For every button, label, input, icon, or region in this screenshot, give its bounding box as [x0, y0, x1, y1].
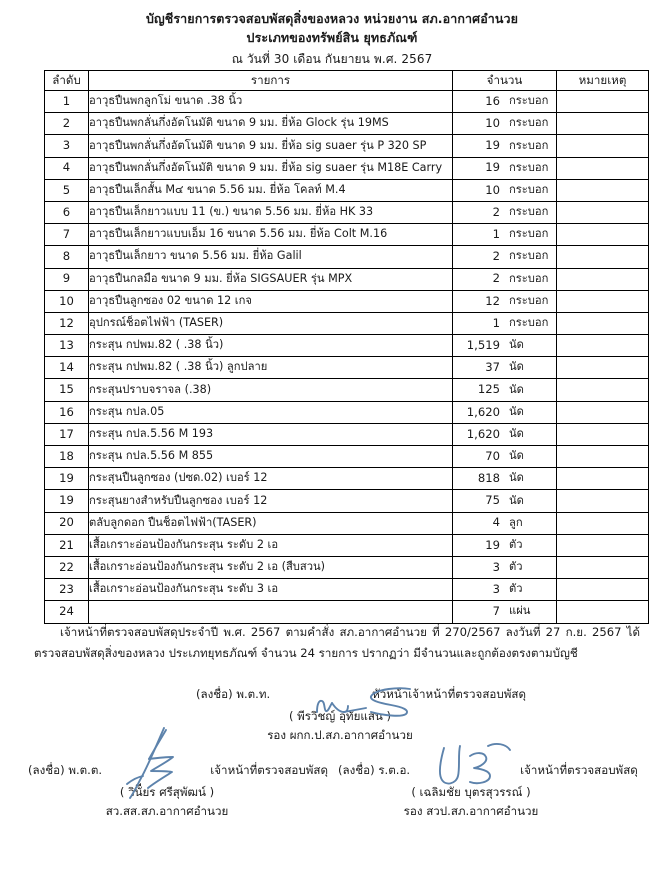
- table-row: [45, 556, 649, 578]
- row-number: 17: [45, 423, 89, 445]
- row-quantity-value: 818: [477, 471, 500, 486]
- row-number: 5: [45, 179, 89, 201]
- row-quantity-cell: [453, 534, 557, 556]
- row-quantity-unit: นัด: [509, 404, 524, 418]
- quantity-inner: [453, 383, 556, 396]
- row-quantity-cell: [453, 268, 557, 290]
- table-row: [45, 246, 649, 268]
- row-number: 14: [45, 357, 89, 379]
- row-number: 24: [45, 601, 89, 623]
- row-note: [557, 113, 649, 135]
- row-note: [557, 556, 649, 578]
- document-date: ณ วันที่ 30 เดือน กันยายน พ.ศ. 2567: [231, 52, 433, 66]
- row-quantity-unit: กระบอก: [509, 316, 549, 330]
- row-quantity-value: 19: [485, 537, 500, 552]
- row-note: [557, 401, 649, 423]
- row-quantity-unit: กระบอก: [509, 227, 549, 241]
- quantity-inner: [453, 95, 556, 108]
- footer-paragraph-line-2: ตรวจสอบพัสดุสิ่งของหลวง ประเภทยุทธภัณฑ์ จำนวน 24 รายการ ปรากฏว่า มีจำนวนและถูกต้องตรงตามบัญชี: [34, 646, 578, 660]
- signature-block-inspector-two: [338, 762, 648, 821]
- row-quantity-unit: นัด: [509, 471, 524, 485]
- row-quantity-unit: นัด: [509, 493, 524, 507]
- row-quantity-value: 19: [485, 138, 500, 153]
- row-note: [557, 224, 649, 246]
- row-quantity-value: 1: [492, 315, 500, 330]
- row-item-description: อาวุธปืนกลมือ ขนาด 9 มม. ยี่ห้อ SIGSAUER รุ่น MPX: [89, 268, 453, 290]
- row-number: 3: [45, 135, 89, 157]
- row-number: 21: [45, 534, 89, 556]
- table-row: [45, 113, 649, 135]
- footer-paragraph-line-1: เจ้าหน้าที่ตรวจสอบพัสดุประจำปี พ.ศ. 2567 ตามคำสั่ง สภ.อากาศอำนวย ที่ 270/2567 ลงวันที่ 27 ก.ย. 2567 ได้: [60, 625, 640, 639]
- row-item-description: อาวุธปืนพกลั่นกึ่งอัตโนมัติ ขนาด 9 มม. ยี่ห้อ Glock รุ่น 19MS: [89, 113, 453, 135]
- row-quantity-value: 2: [492, 249, 500, 264]
- quantity-inner: [453, 339, 556, 352]
- inventory-table: [44, 70, 649, 624]
- row-quantity-unit: กระบอก: [509, 271, 549, 285]
- row-note: [557, 490, 649, 512]
- signature-line: [196, 686, 526, 704]
- row-number: 10: [45, 290, 89, 312]
- row-number: 18: [45, 446, 89, 468]
- signature-position: สว.สส.สภ.อากาศอำนวย: [105, 804, 229, 818]
- row-quantity-unit: นัด: [509, 360, 524, 374]
- row-item-description: เสื้อเกราะอ่อนป้องกันกระสุน ระดับ 3 เอ: [89, 579, 453, 601]
- signature-block-chief-inspector: [196, 686, 526, 745]
- row-quantity-cell: [453, 556, 557, 578]
- row-item-description: อาวุธปืนลูกซอง 02 ขนาด 12 เกจ: [89, 290, 453, 312]
- table-row: [45, 224, 649, 246]
- row-quantity-cell: [453, 312, 557, 334]
- row-quantity-value: 1,620: [466, 426, 500, 441]
- signature-name-wrapper: [242, 706, 438, 745]
- row-quantity-value: 1: [492, 227, 500, 242]
- row-number: 8: [45, 246, 89, 268]
- row-quantity-value: 1,620: [466, 404, 500, 419]
- row-item-description: อาวุธปืนเล็กสั้น M๔ ขนาด 5.56 มม. ยี่ห้อ โคลท์ M.4: [89, 179, 453, 201]
- row-number: 7: [45, 224, 89, 246]
- row-note: [557, 179, 649, 201]
- row-note: [557, 423, 649, 445]
- row-quantity-unit: กระบอก: [509, 249, 549, 263]
- row-note: [557, 379, 649, 401]
- row-quantity-cell: [453, 91, 557, 113]
- row-note: [557, 201, 649, 223]
- table-row: [45, 401, 649, 423]
- quantity-inner: [453, 206, 556, 219]
- quantity-inner: [453, 428, 556, 441]
- row-number: 1: [45, 91, 89, 113]
- row-number: 12: [45, 312, 89, 334]
- row-note: [557, 446, 649, 468]
- signature-line: [28, 762, 328, 780]
- quantity-inner: [453, 361, 556, 374]
- row-quantity-unit: กระบอก: [509, 205, 549, 219]
- row-quantity-value: 10: [485, 116, 500, 131]
- row-quantity-cell: [453, 201, 557, 223]
- row-quantity-unit: กระบอก: [509, 94, 549, 108]
- row-item-description: กระสุนปราบจราจล (.38): [89, 379, 453, 401]
- table-row: [45, 579, 649, 601]
- row-note: [557, 579, 649, 601]
- row-quantity-value: 37: [485, 360, 500, 375]
- row-quantity-unit: กระบอก: [509, 138, 549, 152]
- row-item-description: กระสุน กปพม.82 ( .38 นิ้ว) ลูกปลาย: [89, 357, 453, 379]
- table-header-row: [45, 71, 649, 91]
- row-quantity-value: 16: [485, 93, 500, 108]
- row-number: 9: [45, 268, 89, 290]
- table-row: [45, 91, 649, 113]
- row-quantity-unit: กระบอก: [509, 182, 549, 196]
- row-quantity-cell: [453, 113, 557, 135]
- row-quantity-cell: [453, 246, 557, 268]
- row-quantity-cell: [453, 490, 557, 512]
- row-quantity-unit: นัด: [509, 338, 524, 352]
- table-row: [45, 468, 649, 490]
- table-header: [45, 71, 649, 91]
- row-item-description: [89, 601, 453, 623]
- row-quantity-unit: ลูก: [509, 515, 523, 529]
- document-header: [0, 0, 664, 69]
- table-row: [45, 357, 649, 379]
- row-note: [557, 335, 649, 357]
- quantity-inner: [453, 494, 556, 507]
- table-row: [45, 490, 649, 512]
- quantity-inner: [453, 539, 556, 552]
- row-quantity-value: 125: [477, 382, 500, 397]
- row-quantity-unit: แผ่น: [509, 604, 531, 618]
- row-note: [557, 91, 649, 113]
- row-number: 2: [45, 113, 89, 135]
- table-row: [45, 312, 649, 334]
- row-number: 6: [45, 201, 89, 223]
- table-row: [45, 423, 649, 445]
- row-quantity-cell: [453, 601, 557, 623]
- table-row: [45, 290, 649, 312]
- quantity-inner: [453, 317, 556, 330]
- column-header-note: หมายเหตุ: [557, 71, 649, 91]
- quantity-inner: [453, 272, 556, 285]
- row-item-description: อาวุธปืนเล็กยาว ขนาด 5.56 มม. ยี่ห้อ Galil: [89, 246, 453, 268]
- row-note: [557, 135, 649, 157]
- row-quantity-unit: กระบอก: [509, 160, 549, 174]
- row-item-description: กระสุน กปล.5.56 M 855: [89, 446, 453, 468]
- row-quantity-unit: นัด: [509, 382, 524, 396]
- quantity-inner: [453, 406, 556, 419]
- row-quantity-cell: [453, 379, 557, 401]
- row-quantity-value: 75: [485, 493, 500, 508]
- row-item-description: กระสุนปืนลูกซอง (ปซด.02) เบอร์ 12: [89, 468, 453, 490]
- row-number: 19: [45, 490, 89, 512]
- row-note: [557, 534, 649, 556]
- row-note: [557, 290, 649, 312]
- row-number: 19: [45, 468, 89, 490]
- row-quantity-cell: [453, 357, 557, 379]
- row-quantity-value: 1,519: [466, 337, 500, 352]
- quantity-inner: [453, 184, 556, 197]
- quantity-inner: [453, 117, 556, 130]
- quantity-inner: [453, 605, 556, 618]
- row-item-description: อาวุธปืนเล็กยาวแบบเอ็ม 16 ขนาด 5.56 มม. ยี่ห้อ Colt M.16: [89, 224, 453, 246]
- row-note: [557, 468, 649, 490]
- row-quantity-unit: นัด: [509, 449, 524, 463]
- row-item-description: อาวุธปืนเล็กยาวแบบ 11 (ข.) ขนาด 5.56 มม. ยี่ห้อ HK 33: [89, 201, 453, 223]
- column-header-qty: จำนวน: [453, 71, 557, 91]
- table-row: [45, 268, 649, 290]
- signature-prefix: (ลงชื่อ) พ.ต.ท.: [196, 687, 271, 701]
- row-quantity-value: 3: [492, 559, 500, 574]
- row-item-description: กระสุนยางสำหรับปืนลูกซอง เบอร์ 12: [89, 490, 453, 512]
- row-item-description: กระสุน กปล.5.56 M 193: [89, 423, 453, 445]
- table-row: [45, 179, 649, 201]
- row-quantity-unit: ตัว: [509, 582, 523, 596]
- row-quantity-unit: นัด: [509, 426, 524, 440]
- signature-name-wrapper: [366, 782, 576, 821]
- quantity-inner: [453, 295, 556, 308]
- table-row: [45, 512, 649, 534]
- table-row: [45, 201, 649, 223]
- row-quantity-value: 70: [485, 448, 500, 463]
- table-body: [45, 91, 649, 624]
- quantity-inner: [453, 472, 556, 485]
- row-quantity-cell: [453, 335, 557, 357]
- quantity-inner: [453, 139, 556, 152]
- row-quantity-value: 19: [485, 160, 500, 175]
- column-header-no: ลำดับ: [45, 71, 89, 91]
- column-header-item: รายการ: [89, 71, 453, 91]
- quantity-inner: [453, 516, 556, 529]
- signature-name: ( พีรวิชญ์ อุทัยแสน ): [288, 709, 392, 723]
- row-note: [557, 268, 649, 290]
- row-item-description: กระสุน กปพม.82 ( .38 นิ้ว): [89, 335, 453, 357]
- table-row: [45, 379, 649, 401]
- row-note: [557, 512, 649, 534]
- signature-name-wrapper: [62, 782, 272, 821]
- page-subtitle: ประเภทของทรัพย์สิน ยุทธภัณฑ์: [246, 30, 418, 45]
- row-item-description: ตลับลูกดอก ปืนช็อตไฟฟ้า(TASER): [89, 512, 453, 534]
- signature-prefix: (ลงชื่อ) พ.ต.ต.: [28, 763, 103, 777]
- row-number: 4: [45, 157, 89, 179]
- row-quantity-value: 2: [492, 204, 500, 219]
- signature-role: หัวหน้าเจ้าหน้าที่ตรวจสอบพัสดุ: [372, 687, 526, 701]
- row-note: [557, 357, 649, 379]
- row-note: [557, 246, 649, 268]
- row-quantity-cell: [453, 512, 557, 534]
- quantity-inner: [453, 228, 556, 241]
- footer-paragraph: [34, 622, 640, 664]
- row-quantity-value: 12: [485, 293, 500, 308]
- quantity-inner: [453, 583, 556, 596]
- row-quantity-cell: [453, 423, 557, 445]
- row-item-description: เสื้อเกราะอ่อนป้องกันกระสุน ระดับ 2 เอ (สืบสวน): [89, 556, 453, 578]
- row-quantity-unit: กระบอก: [509, 293, 549, 307]
- quantity-inner: [453, 161, 556, 174]
- row-quantity-value: 10: [485, 182, 500, 197]
- table-row: [45, 335, 649, 357]
- row-quantity-cell: [453, 579, 557, 601]
- signature-line: [338, 762, 648, 780]
- row-quantity-cell: [453, 468, 557, 490]
- row-quantity-value: 3: [492, 582, 500, 597]
- row-quantity-cell: [453, 224, 557, 246]
- row-item-description: เสื้อเกราะอ่อนป้องกันกระสุน ระดับ 2 เอ: [89, 534, 453, 556]
- row-quantity-value: 7: [492, 604, 500, 619]
- row-number: 22: [45, 556, 89, 578]
- quantity-inner: [453, 450, 556, 463]
- table-row: [45, 446, 649, 468]
- page-title: บัญชีรายการตรวจสอบพัสดุสิ่งของหลวง หน่วยงาน สภ.อากาศอำนวย: [145, 11, 519, 26]
- signature-position: รอง สวป.สภ.อากาศอำนวย: [403, 804, 539, 818]
- row-item-description: อุปกรณ์ช็อตไฟฟ้า (TASER): [89, 312, 453, 334]
- signature-prefix: (ลงชื่อ) ร.ต.อ.: [338, 763, 411, 777]
- row-quantity-cell: [453, 290, 557, 312]
- signature-name: ( เฉลิมชัย บุตรสุวรรณ์ ): [411, 785, 531, 799]
- table-row: [45, 601, 649, 623]
- row-item-description: อาวุธปืนพกลูกโม่ ขนาด .38 นิ้ว: [89, 91, 453, 113]
- row-quantity-cell: [453, 446, 557, 468]
- row-quantity-value: 4: [492, 515, 500, 530]
- row-quantity-unit: ตัว: [509, 560, 523, 574]
- row-quantity-unit: ตัว: [509, 537, 523, 551]
- table-row: [45, 157, 649, 179]
- row-number: 20: [45, 512, 89, 534]
- row-number: 16: [45, 401, 89, 423]
- row-quantity-cell: [453, 157, 557, 179]
- inventory-table-wrapper: [44, 70, 648, 624]
- quantity-inner: [453, 561, 556, 574]
- row-number: 13: [45, 335, 89, 357]
- row-number: 15: [45, 379, 89, 401]
- signature-position: รอง ผกก.ป.สภ.อากาศอำนวย: [267, 728, 413, 742]
- row-number: 23: [45, 579, 89, 601]
- table-row: [45, 534, 649, 556]
- row-item-description: อาวุธปืนพกลั่นกึ่งอัตโนมัติ ขนาด 9 มม. ยี่ห้อ sig suaer รุ่น P 320 SP: [89, 135, 453, 157]
- signature-role: เจ้าหน้าที่ตรวจสอบพัสดุ: [520, 763, 638, 777]
- row-quantity-cell: [453, 401, 557, 423]
- signature-role: เจ้าหน้าที่ตรวจสอบพัสดุ: [210, 763, 328, 777]
- quantity-inner: [453, 250, 556, 263]
- signature-name: ( วินัียร ศรีสุพัฒน์ ): [119, 785, 215, 799]
- row-quantity-cell: [453, 179, 557, 201]
- table-row: [45, 135, 649, 157]
- row-item-description: อาวุธปืนพกลั่นกึ่งอัตโนมัติ ขนาด 9 มม. ยี่ห้อ sig suaer รุ่น M18E Carry: [89, 157, 453, 179]
- row-item-description: กระสุน กปล.05: [89, 401, 453, 423]
- row-note: [557, 157, 649, 179]
- row-quantity-unit: กระบอก: [509, 116, 549, 130]
- row-note: [557, 601, 649, 623]
- row-quantity-cell: [453, 135, 557, 157]
- row-quantity-value: 2: [492, 271, 500, 286]
- signature-block-inspector-one: [28, 762, 328, 821]
- row-note: [557, 312, 649, 334]
